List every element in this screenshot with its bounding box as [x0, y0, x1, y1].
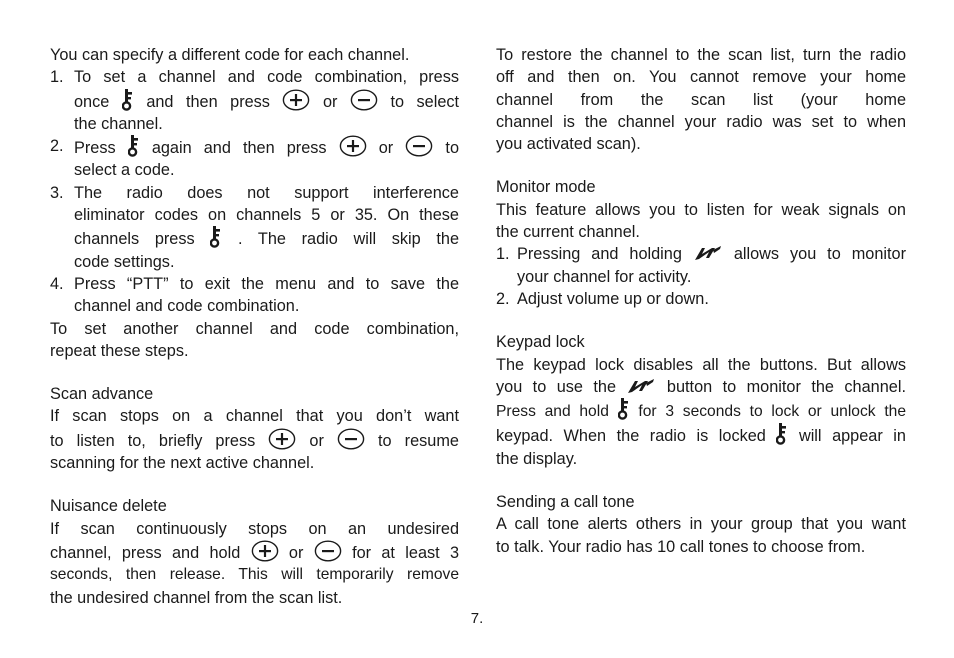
keypad-line: The keypad lock disables all the buttons. But allows: [496, 355, 906, 374]
step-line: the channel.: [74, 114, 163, 133]
step-number: 1.: [496, 245, 510, 264]
outro-line: repeat these steps.: [50, 341, 189, 360]
minus-circle-icon: [337, 428, 365, 450]
step-line: Press “PTT” to exit the menu and to save the: [74, 274, 459, 293]
step-line: once and then press or to select: [74, 89, 459, 113]
scan-advance-line: scanning for the next active channel.: [50, 454, 315, 473]
keypad-line: Press and hold for 3 seconds to lock or unlock the: [496, 398, 906, 423]
keypad-line: keypad. When the radio is locked will appear in: [496, 423, 906, 447]
monitor-line: This feature allows you to listen for weak signals on: [496, 200, 906, 219]
step-number: 2.: [496, 289, 510, 308]
call-tone-line: A call tone alerts others in your group that you want: [496, 515, 906, 534]
step-line: code settings.: [74, 252, 175, 271]
key-icon: [122, 89, 134, 111]
plus-circle-icon: [251, 540, 279, 562]
monitor-step-2: [496, 288, 906, 310]
nuisance-line: channel, press and hold or for at least 3: [50, 540, 459, 564]
scan-advance-line: to listen to, briefly press or to resume: [50, 428, 459, 452]
monitor-icon: [693, 245, 723, 261]
minus-circle-icon: [314, 540, 342, 562]
step-line: channel and code combination.: [74, 297, 300, 316]
restore-line: channel is the channel your radio was set to when: [496, 112, 906, 131]
keypad-line: you to use the button to monitor the channel.: [496, 377, 906, 396]
scan-advance-line: If scan stops on a channel that you don’t want: [50, 407, 459, 426]
right-column: [496, 44, 906, 558]
restore-line: channel from the scan list (your home: [496, 90, 906, 109]
call-tone-line: to talk. Your radio has 10 call tones to choose from.: [496, 537, 866, 556]
step-number: 2.: [50, 137, 64, 156]
minus-circle-icon: [405, 135, 433, 157]
key-icon: [618, 398, 630, 420]
keypad-line: the display.: [496, 449, 578, 468]
nuisance-line: the undesired channel from the scan list.: [50, 588, 343, 607]
step-line: channels press . The radio will skip the: [74, 226, 459, 250]
plus-circle-icon: [339, 135, 367, 157]
step-2: [50, 135, 459, 182]
step-line: Adjust volume up or down.: [517, 289, 709, 308]
step-line: your channel for activity.: [517, 267, 692, 286]
scan-advance-heading: Scan advance: [50, 385, 154, 404]
key-icon: [128, 135, 140, 157]
step-line: eliminator codes on channels 5 or 35. On these: [74, 206, 459, 225]
restore-line: off and then on. You cannot remove your home: [496, 68, 906, 87]
step-line: Press again and then press or to: [74, 135, 459, 159]
nuisance-delete-heading: Nuisance delete: [50, 497, 167, 516]
monitor-line: the current channel.: [496, 223, 640, 242]
nuisance-line: seconds, then release. This will temporarily remove: [50, 566, 459, 584]
nuisance-line: If scan continuously stops on an undesired: [50, 519, 459, 538]
step-line: To set a channel and code combination, press: [74, 68, 459, 87]
restore-line: To restore the channel to the scan list, turn the radio: [496, 46, 906, 64]
monitor-mode-heading: Monitor mode: [496, 178, 596, 197]
plus-circle-icon: [282, 89, 310, 111]
step-number: 3.: [50, 183, 64, 202]
step-3: [50, 182, 459, 273]
step-number: 4.: [50, 274, 64, 293]
key-icon: [776, 423, 788, 445]
step-1: [50, 66, 459, 135]
key-icon: [210, 226, 222, 248]
monitor-icon: [626, 378, 656, 394]
left-column: [50, 44, 459, 609]
intro-text: You can specify a different code for each channel.: [50, 46, 410, 64]
monitor-step-1: [496, 243, 906, 288]
outro-line: To set another channel and code combination,: [50, 319, 459, 338]
page-number: 7.: [470, 610, 484, 627]
step-line: select a code.: [74, 161, 175, 180]
call-tone-heading: Sending a call tone: [496, 493, 635, 512]
step-line: Pressing and holding allows you to monitor: [517, 245, 906, 264]
step-number: 1.: [50, 68, 64, 87]
keypad-lock-heading: Keypad lock: [496, 333, 585, 352]
plus-circle-icon: [268, 428, 296, 450]
minus-circle-icon: [350, 89, 378, 111]
step-4: [50, 273, 459, 318]
step-line: The radio does not support interference: [74, 183, 459, 202]
restore-line: you activated scan).: [496, 135, 641, 154]
